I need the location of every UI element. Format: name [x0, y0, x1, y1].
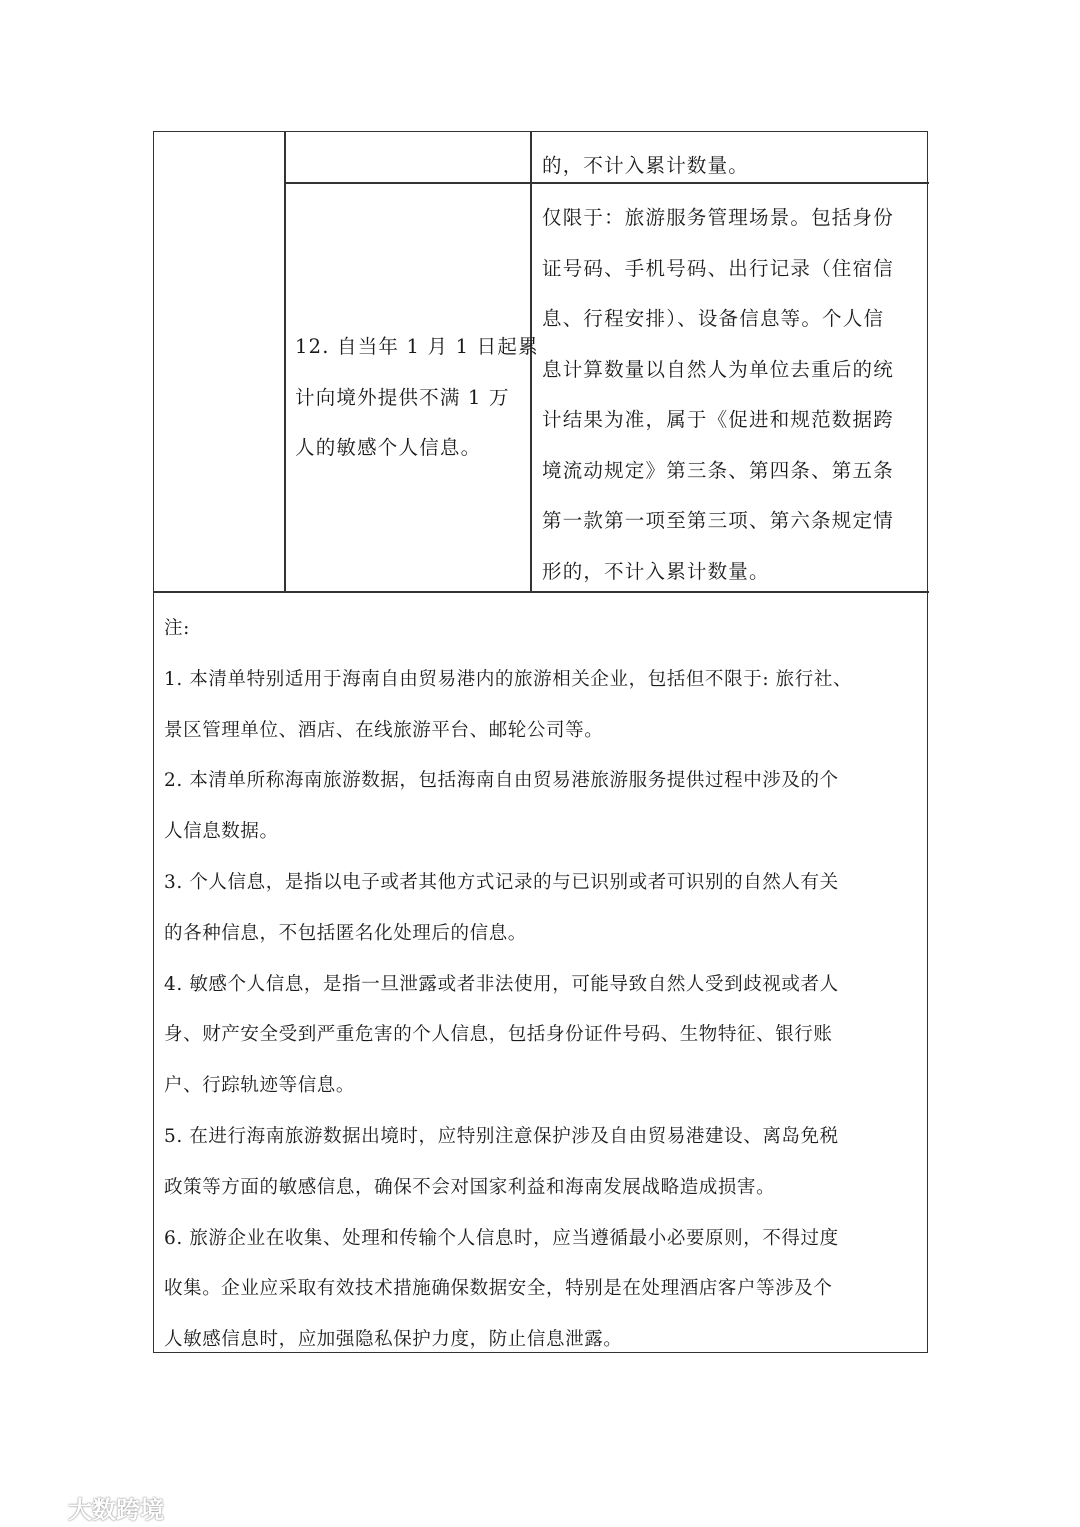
- prev-row-col3-text: [542, 141, 749, 192]
- column-divider-1: [284, 132, 286, 591]
- text-line: 的，不计入累计数量。: [542, 154, 750, 177]
- note-line: 身、财产安全受到严重危害的个人信息，包括身份证件号码、生物特征、银行账: [164, 1024, 833, 1046]
- note-line: 户、行踪轨迹等信息。: [164, 1075, 356, 1097]
- text-line: 息、行程安排）、设备信息等。个人信: [542, 307, 885, 330]
- text-line: 计向境外提供不满 1 万: [295, 385, 510, 409]
- text-line: 形的，不计入累计数量。: [542, 559, 770, 583]
- note-line: 收集。企业应采取有效技术措施确保数据安全，特别是在处理酒店客户等涉及个: [164, 1278, 833, 1300]
- text-line: 仅限于：旅游服务管理场景。包括身份: [542, 206, 894, 229]
- note-line: 景区管理单位、酒店、在线旅游平台、邮轮公司等。: [164, 719, 604, 741]
- note-line: 人敏感信息时，应加强隐私保护力度，防止信息泄露。: [164, 1329, 623, 1351]
- row12-condition-text: [295, 322, 539, 474]
- weibo-like-logo-icon: [8, 1495, 62, 1521]
- watermark-text: 大数跨境: [68, 1496, 164, 1524]
- note-line: 1. 本清单特别适用于海南自由贸易港内的旅游相关企业，包括但不限于: 旅行社、: [164, 668, 853, 690]
- text-line: 12. 自当年 1 月 1 日起累: [295, 335, 539, 358]
- note-line: 政策等方面的敏感信息，确保不会对国家利益和海南发展战略造成损害。: [164, 1176, 776, 1198]
- text-line: 人的敏感个人信息。: [295, 436, 482, 459]
- note-line: 3. 个人信息，是指以电子或者其他方式记录的与已识别或者可识别的自然人有关: [164, 871, 839, 893]
- note-line: 5. 在进行海南旅游数据出境时，应特别注意保护涉及自由贸易港建设、离岛免税: [164, 1125, 839, 1147]
- note-line: 人信息数据。: [164, 821, 279, 843]
- note-line: 的各种信息，不包括匿名化处理后的信息。: [164, 922, 527, 944]
- notes-section: [164, 604, 919, 1366]
- text-line: 息计算数量以自然人为单位去重后的统: [542, 357, 894, 381]
- text-line: 境流动规定》第三条、第四条、第五条: [542, 458, 894, 482]
- text-line: 第一款第一项至第三项、第六条规定情: [542, 509, 894, 532]
- row12-scope-text: [542, 193, 894, 597]
- text-line: 证号码、手机号码、出行记录（住宿信: [542, 256, 894, 280]
- text-line: 计结果为准，属于《促进和规范数据跨: [542, 408, 894, 431]
- data-export-table: [153, 131, 928, 1353]
- note-line: 2. 本清单所称海南旅游数据，包括海南自由贸易港旅游服务提供过程中涉及的个: [164, 770, 839, 792]
- notes-heading: 注:: [164, 618, 190, 639]
- watermark: [8, 1490, 164, 1525]
- note-line: 4. 敏感个人信息，是指一旦泄露或者非法使用，可能导致自然人受到歧视或者人: [164, 973, 839, 995]
- note-line: 6. 旅游企业在收集、处理和传输个人信息时，应当遵循最小必要原则，不得过度: [164, 1227, 839, 1249]
